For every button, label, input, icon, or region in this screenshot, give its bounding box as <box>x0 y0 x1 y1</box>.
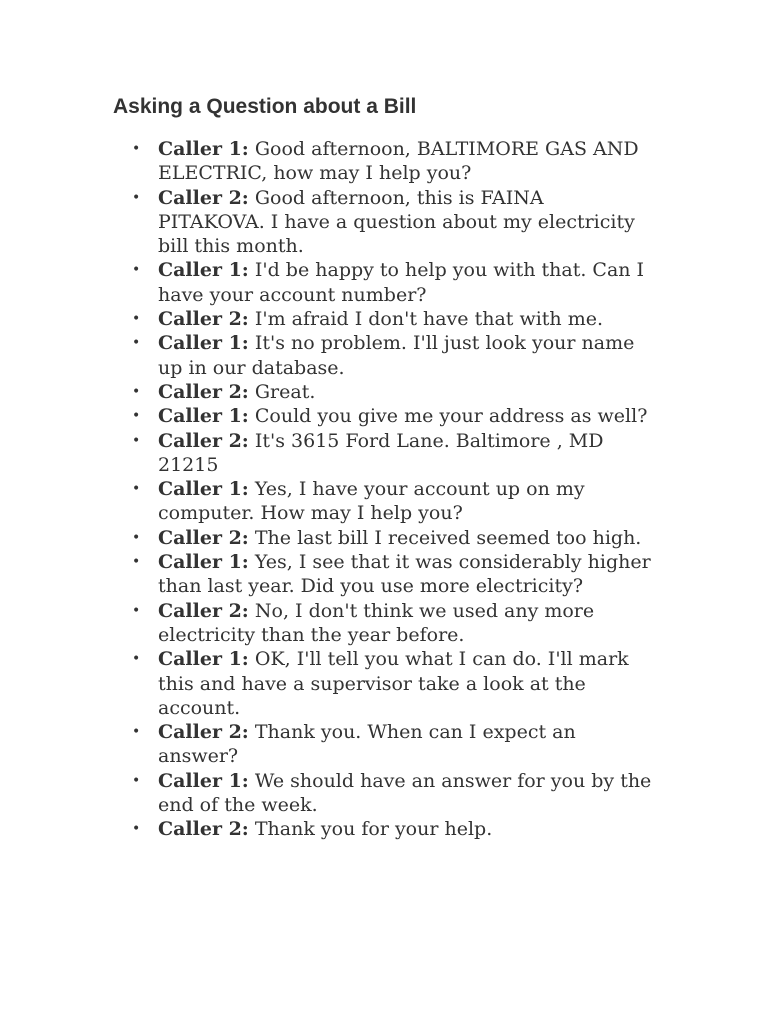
bullet-icon: • <box>132 724 141 741</box>
speaker-label: Caller 1: <box>158 769 249 792</box>
speaker-label: Caller 2: <box>158 818 249 841</box>
list-item <box>113 769 653 818</box>
line-text: We should have an answer for you by the end of the week. <box>158 769 652 817</box>
speaker-label: Caller 2: <box>158 526 249 549</box>
speaker-label: Caller 1: <box>158 138 249 160</box>
line-text: The last bill I received seemed too high. <box>254 526 642 549</box>
speaker-label: Caller 1: <box>158 259 249 282</box>
bullet-icon: • <box>132 602 141 619</box>
line-text: OK, I'll tell you what I can do. I'll mark this and have a supervisor take a look at the account. <box>158 648 629 719</box>
speaker-label: Caller 1: <box>158 332 249 355</box>
page-title: Asking a Question about a Bill <box>113 95 417 118</box>
bullet-icon: • <box>132 383 141 400</box>
line-text: Thank you for your help. <box>254 818 493 841</box>
bullet-icon: • <box>132 772 141 789</box>
speaker-label: Caller 1: <box>158 405 249 428</box>
list-item <box>113 720 653 769</box>
bullet-icon: • <box>132 432 141 449</box>
line-text: Yes, I have your account up on my computer. How may I help you? <box>158 478 585 525</box>
list-item <box>113 404 653 428</box>
bullet-icon: • <box>132 651 141 668</box>
line-text: It's no problem. I'll just look your name up in our database. <box>158 332 635 379</box>
line-text: Good afternoon, this is FAINA PITAKOVA. I have a question about my electricity bill this month. <box>158 186 635 258</box>
speaker-label: Caller 2: <box>158 308 249 331</box>
speaker-label: Caller 2: <box>158 599 249 622</box>
list-item <box>113 380 653 404</box>
line-text: Yes, I see that it was considerably higher than last year. Did you use more electricity? <box>158 551 651 598</box>
bullet-icon: • <box>132 262 141 279</box>
speaker-label: Caller 1: <box>158 551 249 574</box>
list-item <box>113 331 653 380</box>
list-item <box>113 137 653 186</box>
speaker-label: Caller 2: <box>158 429 249 452</box>
speaker-label: Caller 1: <box>158 648 249 671</box>
list-item <box>113 550 653 599</box>
line-text: Good afternoon, BALTIMORE GAS AND ELECTRIC, how may I help you? <box>158 138 639 185</box>
speaker-label: Caller 2: <box>158 186 249 209</box>
list-item <box>113 186 653 259</box>
line-text: I'm afraid I don't have that with me. <box>254 308 603 331</box>
line-text: It's 3615 Ford Lane. Baltimore , MD 21215 <box>158 429 604 476</box>
list-item <box>113 307 653 331</box>
line-text: No, I don't think we used any more electricity than the year before. <box>158 599 595 646</box>
list-item <box>113 817 653 841</box>
list-item <box>113 429 653 478</box>
speaker-label: Caller 2: <box>158 721 249 744</box>
bullet-icon: • <box>132 481 141 498</box>
list-item <box>113 647 653 720</box>
bullet-icon: • <box>132 529 141 546</box>
bullet-icon: • <box>132 335 141 352</box>
line-text: I'd be happy to help you with that. Can I have your account number? <box>158 259 645 306</box>
list-item <box>113 477 653 526</box>
bullet-icon: • <box>132 554 141 571</box>
list-item <box>113 526 653 550</box>
speaker-label: Caller 1: <box>158 478 249 501</box>
bullet-icon: • <box>132 408 141 425</box>
bullet-icon: • <box>132 189 141 206</box>
bullet-icon: • <box>132 311 141 328</box>
list-item <box>113 258 653 307</box>
speaker-label: Caller 2: <box>158 380 249 403</box>
line-text: Thank you. When can I expect an answer? <box>158 721 576 768</box>
dialogue-list <box>113 137 653 842</box>
list-item <box>113 599 653 648</box>
bullet-icon: • <box>132 821 141 838</box>
bullet-icon: • <box>132 141 141 157</box>
line-text: Great. <box>254 380 316 403</box>
line-text: Could you give me your address as well? <box>254 405 648 428</box>
